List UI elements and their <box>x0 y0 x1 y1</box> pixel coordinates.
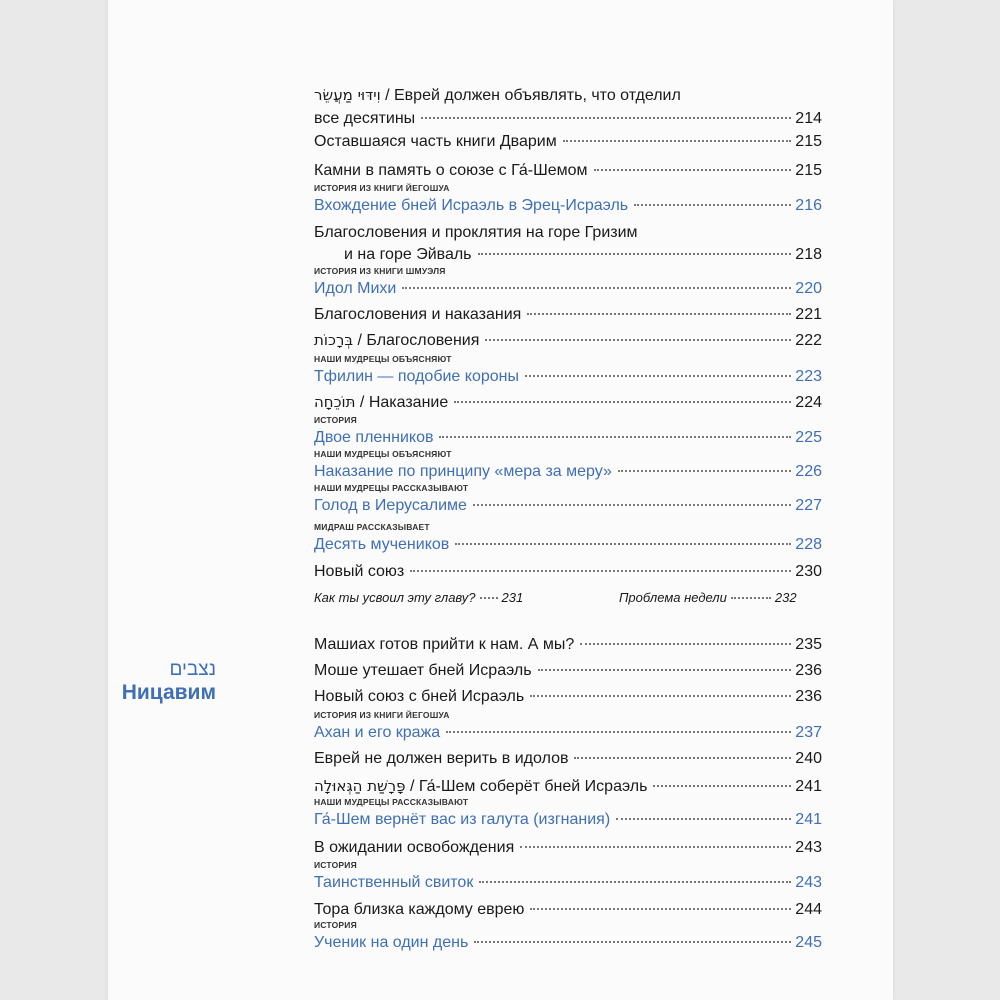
leader-dots <box>454 401 791 403</box>
toc-entry-title: Еврей не должен верить в идолов <box>314 750 569 767</box>
toc-entry-title: все десятины <box>314 110 416 127</box>
page-number: 215 <box>795 133 822 150</box>
toc-entry-title: Вхождение бней Исраэль в Эрец-Исраэль <box>314 197 629 214</box>
leader-dots <box>527 313 791 315</box>
leader-dots <box>439 436 791 438</box>
toc-entry[interactable] <box>314 710 822 744</box>
page-number: 215 <box>795 162 822 179</box>
page-number: 226 <box>795 463 822 480</box>
toc-entry-title: Камни в память о союзе с Га́-Шемом <box>314 162 588 179</box>
toc-entry[interactable] <box>314 354 822 388</box>
leader-dots <box>616 818 791 820</box>
page-number: 227 <box>795 497 822 514</box>
toc-entry[interactable] <box>314 483 822 517</box>
toc-entry-title: Наказание по принципу «мера за меру» <box>314 463 612 480</box>
leader-dots <box>485 339 791 341</box>
page-number: 220 <box>795 280 822 297</box>
hebrew-term: בְּרָכוֹת <box>314 331 354 349</box>
section-heading <box>116 660 216 706</box>
leader-dots <box>474 941 791 943</box>
entry-category-label: ИСТОРИЯ ИЗ КНИГИ ЙЕГОШУА <box>314 183 450 193</box>
toc-entry[interactable] <box>314 224 822 244</box>
leader-dots <box>446 731 791 733</box>
entry-category-label: ИСТОРИЯ <box>314 920 357 930</box>
toc-entry-title: Новый союз <box>314 563 405 580</box>
page-number: 241 <box>795 778 822 795</box>
toc-entry[interactable] <box>314 662 822 682</box>
page-number: 230 <box>795 563 822 580</box>
toc-entry[interactable] <box>314 133 822 153</box>
toc-entry[interactable] <box>314 901 822 921</box>
toc-entry[interactable] <box>314 162 822 182</box>
section-title-russian: Ницавим <box>121 681 216 704</box>
toc-entry[interactable] <box>314 393 822 413</box>
page-number: 214 <box>795 110 822 127</box>
leader-dots <box>479 881 791 883</box>
page-number: 236 <box>795 688 822 705</box>
page-number: 237 <box>795 724 822 741</box>
leader-dots <box>530 908 791 910</box>
leader-dots <box>538 669 792 671</box>
page-number: 221 <box>795 306 822 323</box>
entry-category-label: ИСТОРИЯ <box>314 860 357 870</box>
page-number: 224 <box>795 394 822 411</box>
toc-entry-continuation[interactable] <box>314 246 822 266</box>
toc-entry-title: и на горе Эйваль <box>344 246 472 263</box>
leader-dots <box>530 695 791 697</box>
toc-entry-title: Оставшаяся часть книги Дварим <box>314 133 557 150</box>
toc-entry-title: Моше утешает бней Исраэль <box>314 662 532 679</box>
toc-entry-title: Тфилин — подобие короны <box>314 368 519 385</box>
problem-title: Проблема недели <box>619 590 727 605</box>
page-number: 228 <box>795 536 822 553</box>
toc-entry-title: Тора близка каждому еврею <box>314 901 525 918</box>
entry-category-label: ИСТОРИЯ ИЗ КНИГИ ШМУЭЛЯ <box>314 266 446 276</box>
toc-entry-continuation[interactable] <box>314 110 822 130</box>
page-number: 225 <box>795 429 822 446</box>
toc-entry-title: Машиах готов прийти к нам. А мы? <box>314 636 575 653</box>
page-number: 231 <box>501 590 524 605</box>
toc-entry[interactable] <box>314 449 822 483</box>
leader-dots <box>421 117 791 119</box>
toc-entry-title: / Га́-Шем соберёт бней Исраэль <box>405 778 648 795</box>
toc-entry[interactable] <box>314 750 822 770</box>
leader-dots <box>520 846 791 848</box>
page-number: 222 <box>795 332 822 349</box>
page-number: 218 <box>795 246 822 263</box>
page-number: 223 <box>795 368 822 385</box>
toc-entry[interactable] <box>314 266 822 300</box>
toc-entry[interactable] <box>314 183 822 217</box>
entry-category-label: МИДРАШ РАССКАЗЫВАЕТ <box>314 522 430 532</box>
leader-dots <box>580 643 791 645</box>
toc-entry[interactable] <box>314 306 822 326</box>
toc-entry[interactable] <box>314 860 822 894</box>
review-link[interactable] <box>314 590 554 605</box>
toc-entry[interactable] <box>314 797 822 831</box>
hebrew-term: וִידּוּי מַעֲשֵׂר <box>314 86 381 104</box>
toc-entry[interactable] <box>314 839 822 859</box>
entry-category-label: ИСТОРИЯ <box>314 415 357 425</box>
toc-entry[interactable] <box>314 920 822 954</box>
leader-dots <box>618 470 791 472</box>
entry-category-label: НАШИ МУДРЕЦЫ РАССКАЗЫВАЮТ <box>314 797 469 807</box>
toc-entry[interactable] <box>314 86 822 106</box>
leader-dots <box>410 570 791 572</box>
leader-dots <box>478 253 792 255</box>
entry-category-label: НАШИ МУДРЕЦЫ ОБЪЯСНЯЮТ <box>314 449 452 459</box>
toc-entry-title: Новый союз с бней Исраэль <box>314 688 525 705</box>
toc-entry[interactable] <box>314 415 822 449</box>
toc-entry-title: Идол Михи <box>314 280 397 297</box>
leader-dots <box>480 597 498 599</box>
page-number: 236 <box>795 662 822 679</box>
leader-dots <box>574 757 791 759</box>
leader-dots <box>525 375 791 377</box>
leader-dots <box>455 543 791 545</box>
toc-entry-title: Голод в Иерусалиме <box>314 497 467 514</box>
entry-category-label: ИСТОРИЯ ИЗ КНИГИ ЙЕГОШУА <box>314 710 450 720</box>
page-number: 240 <box>795 750 822 767</box>
toc-entry-title: Двое пленников <box>314 429 434 446</box>
leader-dots <box>473 504 791 506</box>
toc-entry-title: Благословения и проклятия на горе Гризим <box>314 224 638 241</box>
leader-dots <box>402 287 791 289</box>
toc-entry-title: Га́-Шем вернёт вас из галута (изгнания) <box>314 811 611 828</box>
toc-entry[interactable] <box>314 688 822 708</box>
page-number: 241 <box>795 811 822 828</box>
leader-dots <box>563 140 792 142</box>
entry-category-label: НАШИ МУДРЕЦЫ ОБЪЯСНЯЮТ <box>314 354 452 364</box>
page-number: 243 <box>795 874 822 891</box>
toc-entry[interactable] <box>314 563 822 583</box>
chapter-review-row <box>314 590 822 608</box>
page-number: 243 <box>795 839 822 856</box>
leader-dots <box>594 169 792 171</box>
leader-dots <box>634 204 791 206</box>
leader-dots <box>731 597 771 599</box>
review-title: Как ты усвоил эту главу? <box>314 590 476 605</box>
toc-entry[interactable] <box>314 777 822 797</box>
toc-entry-title: / Наказание <box>355 394 449 411</box>
problem-link[interactable] <box>619 590 822 605</box>
page-number: 232 <box>774 590 797 605</box>
toc-entry-title: Десять мучеников <box>314 536 450 553</box>
toc-entry-title: Таинственный свиток <box>314 874 474 891</box>
page-number: 245 <box>795 934 822 951</box>
page-number: 216 <box>795 197 822 214</box>
toc-entry-title: / Благословения <box>353 332 480 349</box>
toc-entry-title: В ожидании освобождения <box>314 839 515 856</box>
section-title-hebrew: נצבים <box>169 659 216 680</box>
toc-entry[interactable] <box>314 636 822 656</box>
toc-entry-title: Ахан и его кража <box>314 724 441 741</box>
toc-entry-title: Благословения и наказания <box>314 306 522 323</box>
hebrew-term: תּוֹכֵחָה <box>314 393 356 411</box>
entry-category-label: НАШИ МУДРЕЦЫ РАССКАЗЫВАЮТ <box>314 483 469 493</box>
hebrew-term: פָּרָשַׁת הַגְּאוּלָה <box>314 777 406 795</box>
leader-dots <box>653 785 791 787</box>
page-number: 244 <box>795 901 822 918</box>
toc-entry[interactable] <box>314 522 822 556</box>
toc-entry[interactable] <box>314 331 822 351</box>
page-number: 235 <box>795 636 822 653</box>
toc-entry-title: Ученик на один день <box>314 934 469 951</box>
toc-entry-title: / Еврей должен объявлять, что отделил <box>380 87 681 104</box>
